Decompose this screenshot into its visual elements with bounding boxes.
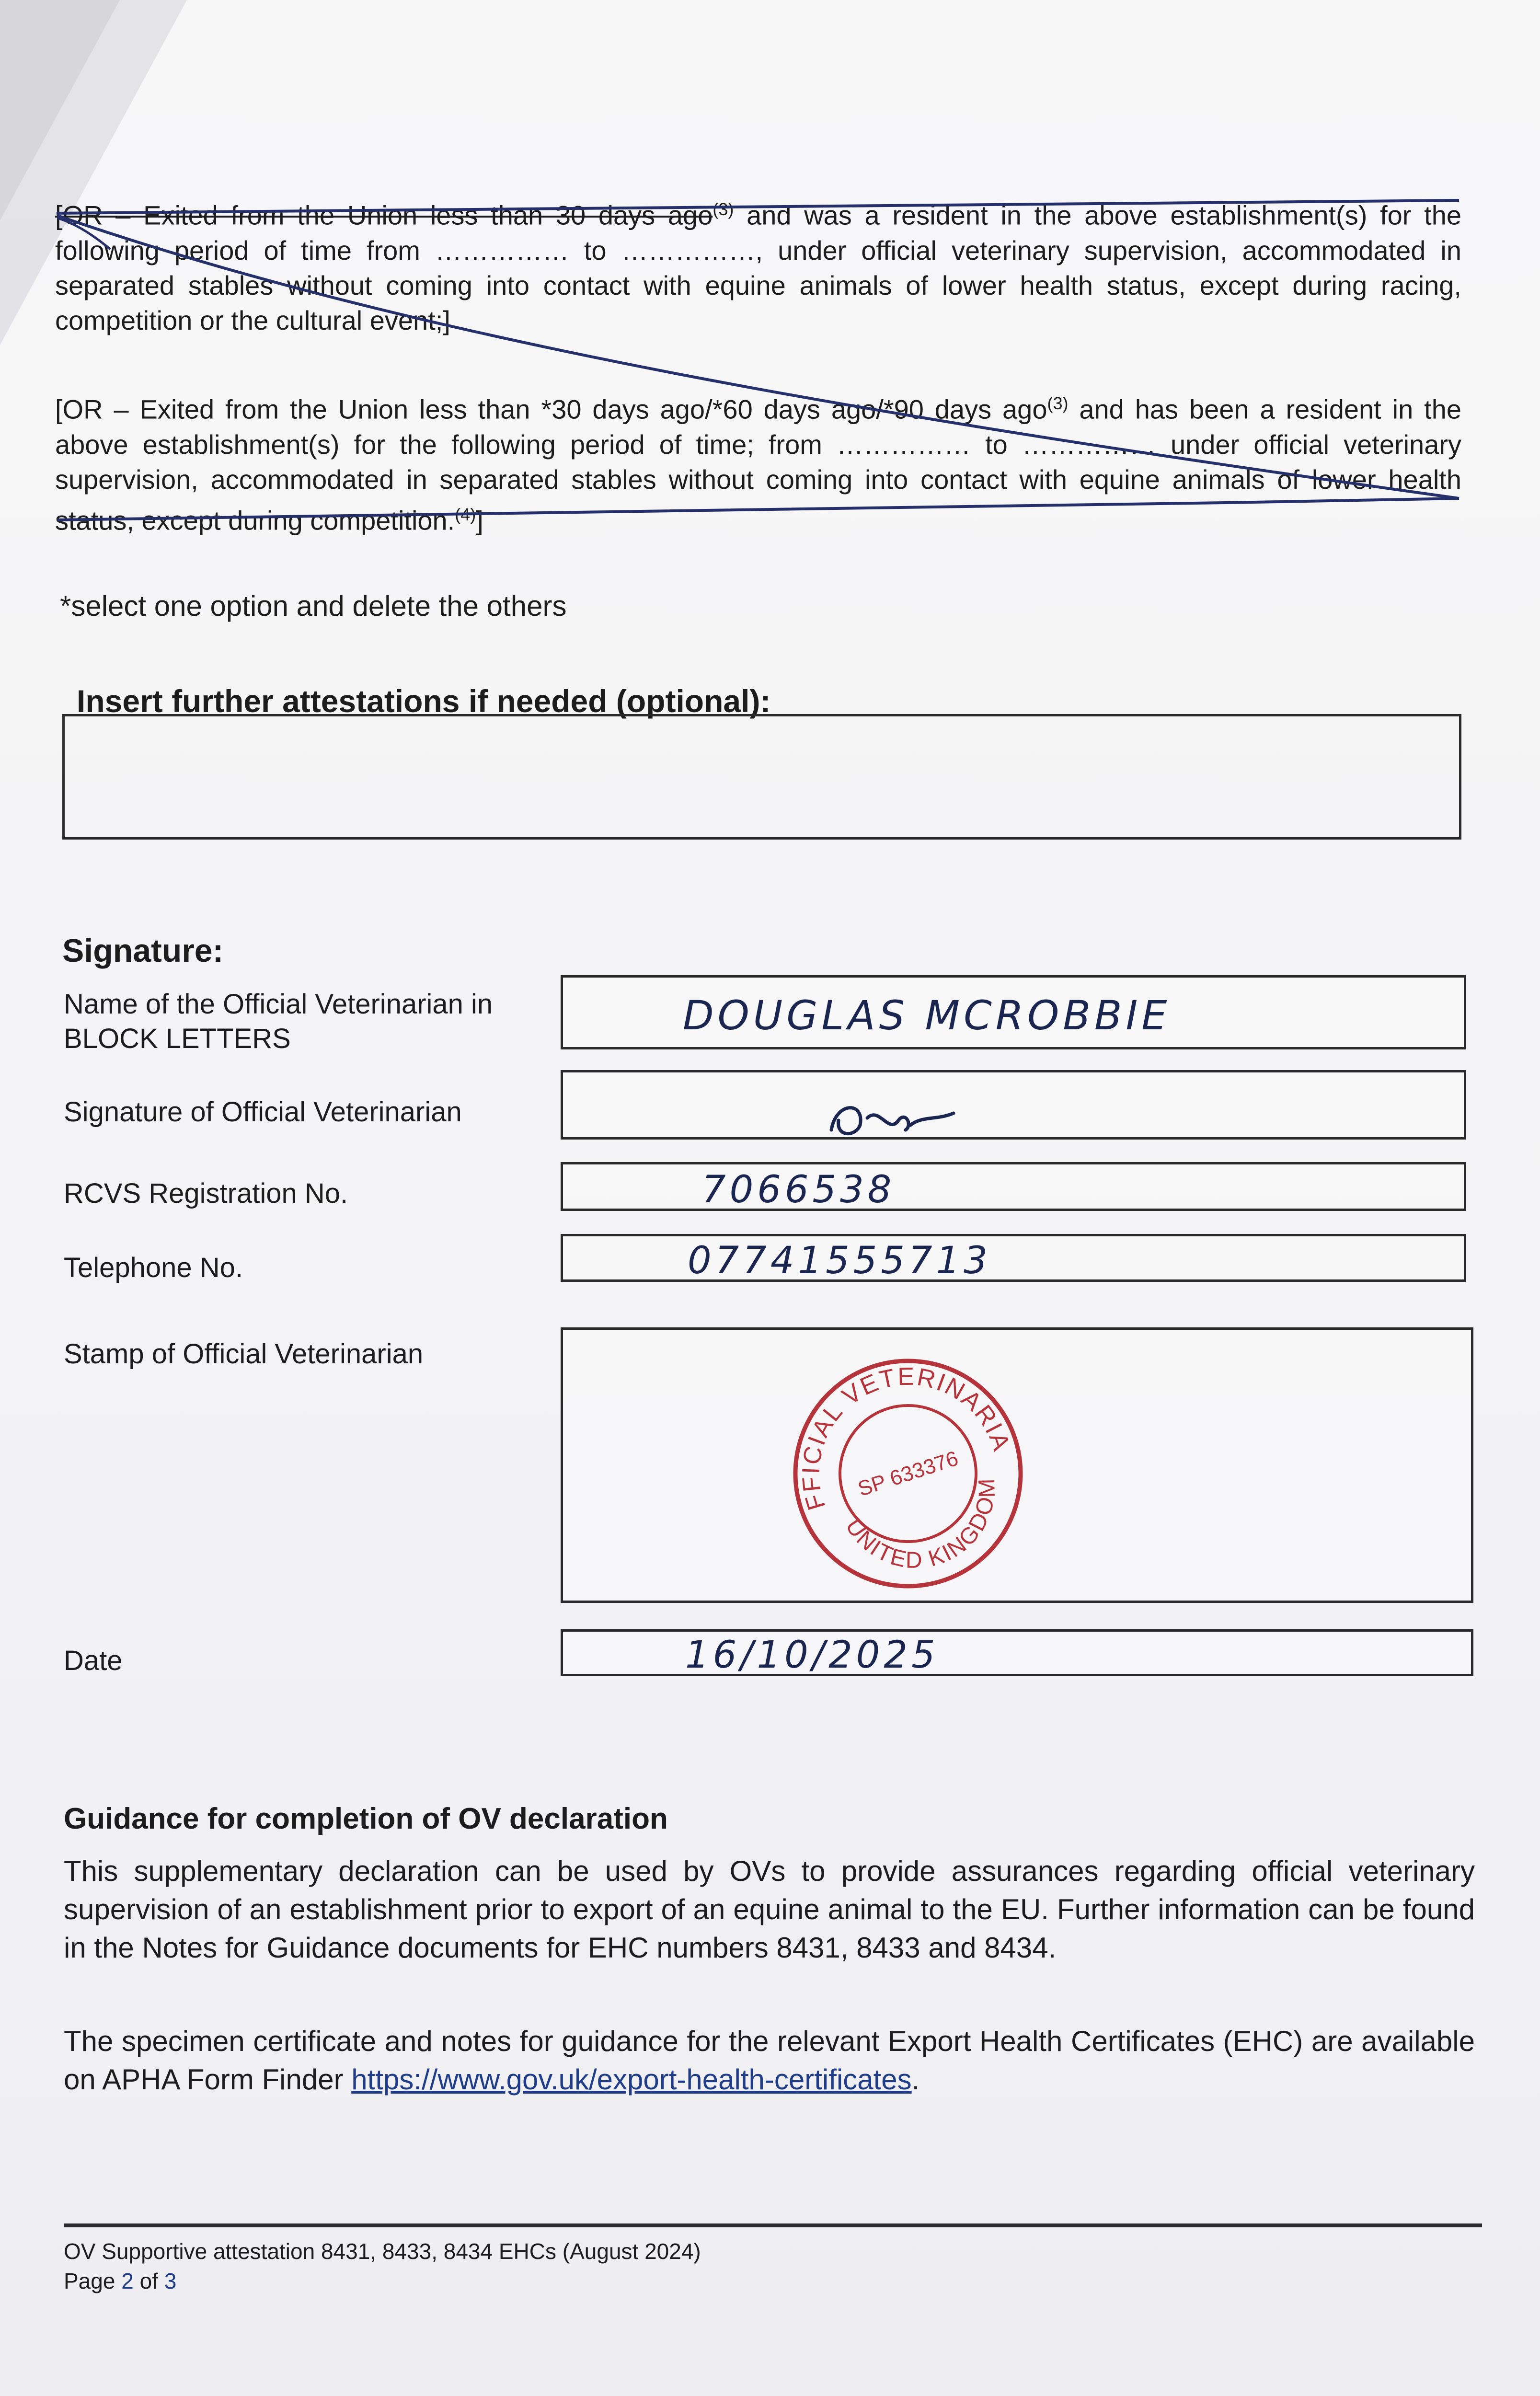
stamp-top-text: OFFICIAL VETERINARIAN: [797, 1362, 1016, 1513]
further-attestations-input[interactable]: [62, 714, 1461, 840]
select-option-note: *select one option and delete the others: [60, 590, 567, 622]
option-30-days-struck: [OR – Exited from the Union less than 30 days ago: [55, 200, 713, 230]
option-multi-text-c: ]: [476, 505, 483, 536]
further-attestations-heading: Insert further attestations if needed (optional):: [77, 683, 771, 719]
option-multi-text-a: [OR – Exited from the Union less than *30 days ago/*60 days ago/*90 days ago: [55, 394, 1047, 425]
signature-field[interactable]: [561, 1070, 1466, 1140]
name-field[interactable]: [561, 975, 1466, 1049]
footnote-ref: (3): [713, 199, 734, 219]
guidance-paragraph-1: This supplementary declaration can be used by OVs to provide assurances regarding official veterinary supervision of an establishment prior to export of an equine animal to the EU. Further information can be found in the Notes for Guidance documents for EHC numbers 8431, 8433 and 8434.: [64, 1855, 1475, 1964]
date-label: Date: [64, 1645, 123, 1676]
page-mid: of: [133, 2269, 164, 2293]
name-value: DOUGLAS MCROBBIE: [683, 992, 1171, 1039]
guidance-para2-text: The specimen certificate and notes for guidance for the relevant Export Health Certificates (EHC) are available on APHA Form Finder: [64, 2025, 1475, 2096]
footer-page-number: [64, 2267, 176, 2295]
telephone-value: 07741555713: [688, 1239, 991, 1282]
option-30-days-text: and was a resident in the above establishment(s) for the following period of time from …………… to ……………, under official veterinary supervision, accommodated in separated stables without coming into contact with equine animals of lower health status, except during racing, competition or the cultural event;]: [55, 200, 1461, 335]
stamp-bottom-text: UNITED KINGDOM: [840, 1477, 1000, 1573]
name-label-line2: BLOCK LETTERS: [64, 1023, 291, 1054]
guidance-para2-end: .: [911, 2063, 920, 2096]
rcvs-label: RCVS Registration No.: [64, 1178, 348, 1209]
guidance-heading: Guidance for completion of OV declaration: [64, 1802, 668, 1835]
page-prefix: Page: [64, 2269, 122, 2293]
stamp-id: SP 633376: [855, 1446, 961, 1501]
footer-doc-title: OV Supportive attestation 8431, 8433, 8434 EHCs (August 2024): [64, 2239, 701, 2264]
signature-scribble: [822, 1092, 965, 1144]
page-total: 3: [164, 2269, 177, 2293]
rcvs-value: 7066538: [702, 1168, 896, 1211]
name-label: [64, 987, 493, 1056]
telephone-field[interactable]: [561, 1234, 1466, 1282]
footnote-ref-4: (4): [455, 504, 476, 524]
option-multi-text-b: and has been a resident in the above establishment(s) for the following period of time; from …………… to …………… under official veterinary supervision, accommodated in separated stables without coming into contact with equine animals of lower health status, except during competition.: [55, 394, 1461, 536]
rcvs-field[interactable]: [561, 1162, 1466, 1211]
footer-divider: [64, 2223, 1482, 2227]
date-value: 16/10/2025: [685, 1634, 939, 1677]
guidance-paragraph-2: [64, 2022, 1475, 2099]
signature-heading: Signature:: [62, 933, 224, 969]
signature-label: Signature of Official Veterinarian: [64, 1096, 462, 1128]
export-health-certificates-link[interactable]: https://www.gov.uk/export-health-certificates: [351, 2063, 912, 2096]
stamp-label: Stamp of Official Veterinarian: [64, 1338, 424, 1370]
date-field[interactable]: [561, 1629, 1473, 1676]
telephone-label: Telephone No.: [64, 1252, 243, 1283]
name-label-line1: Name of the Official Veterinarian in: [64, 989, 493, 1020]
footnote-ref-3: (3): [1047, 393, 1069, 413]
page-current: 2: [121, 2269, 134, 2293]
official-veterinarian-stamp: [786, 1351, 1030, 1596]
